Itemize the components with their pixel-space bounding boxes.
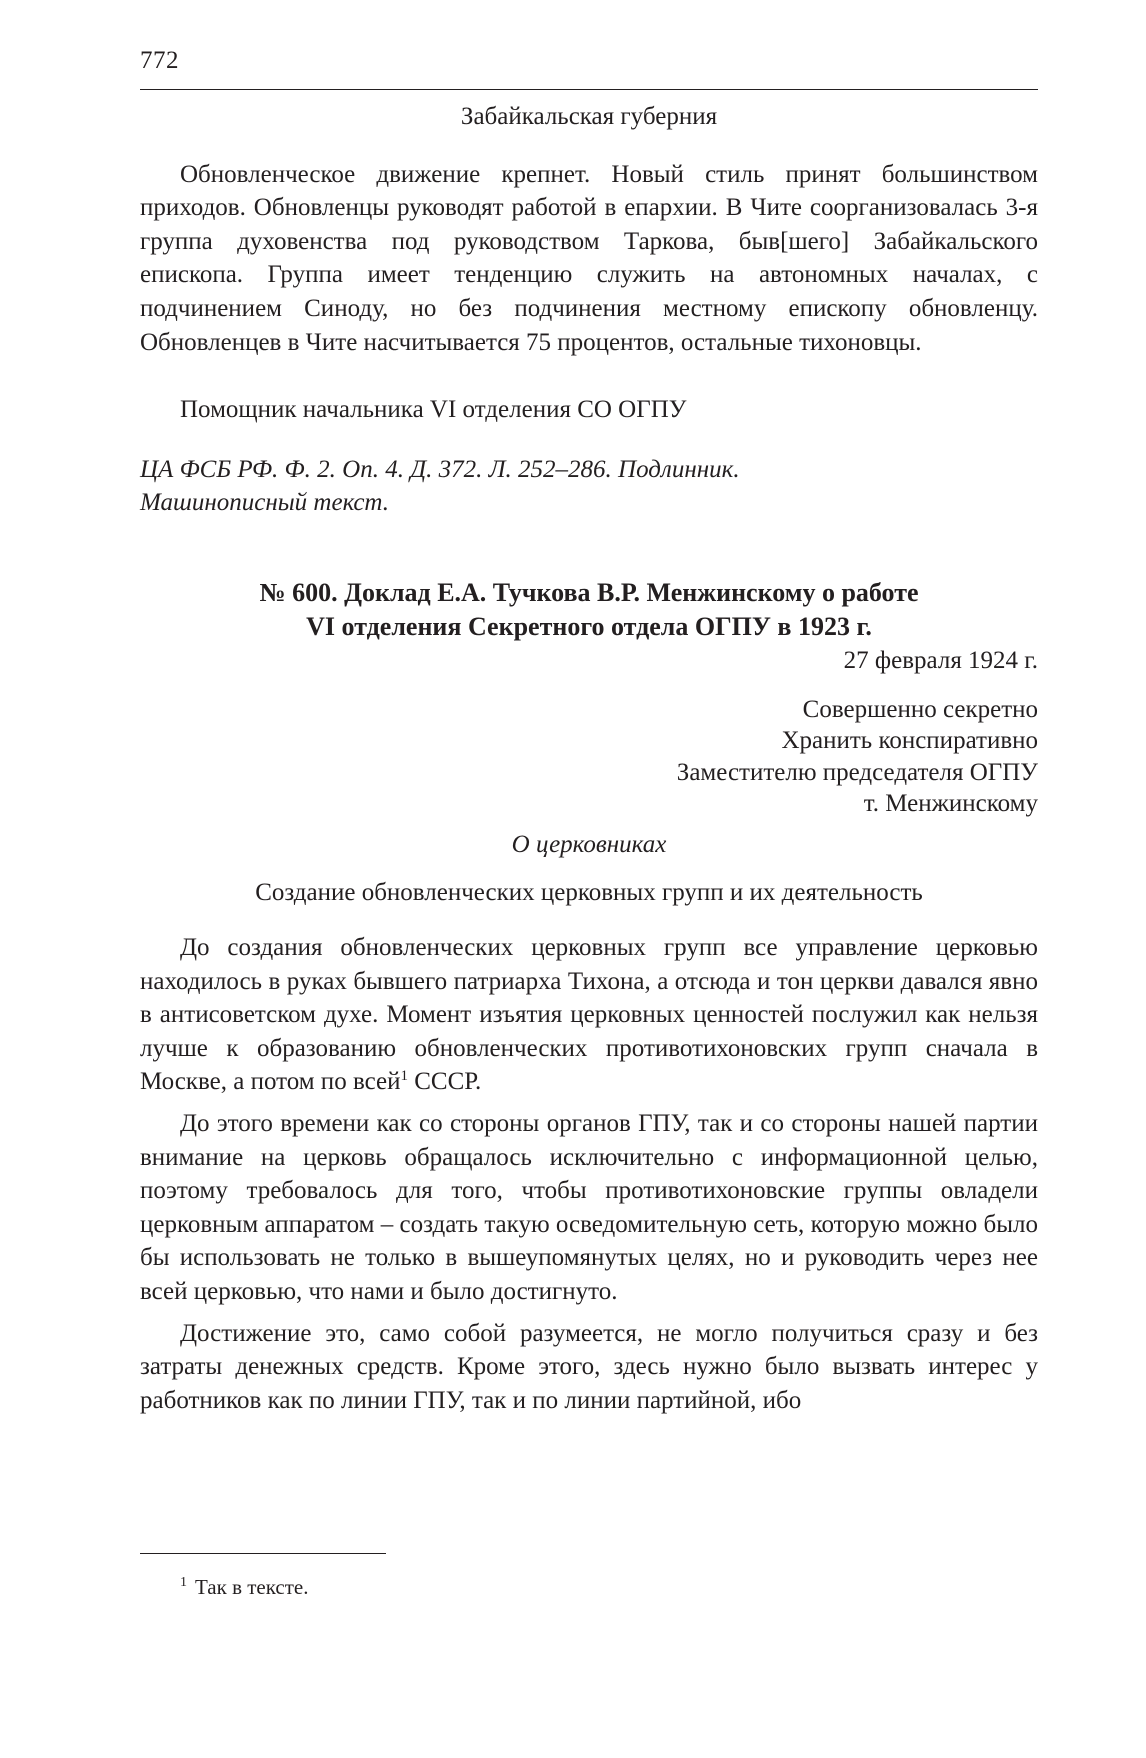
document-title <box>140 576 1038 644</box>
body-paragraph-3: Достижение это, само собой разумеется, не могло получиться сразу и без затраты денежных средств. Кроме этого, здесь нужно было вызвать интерес у работников как по линии ГПУ, так и по линии партийной, ибо <box>140 1319 1038 1414</box>
footnote <box>180 1573 309 1601</box>
addressee-name: т. Менжинскому <box>863 790 1038 818</box>
book-page <box>140 0 1038 1758</box>
body-paragraph-1-end: СССР. <box>414 1068 482 1096</box>
archive-source-line-1: ЦА ФСБ РФ. Ф. 2. Оп. 4. Д. 372. Л. 252–286. Подлинник. <box>140 455 740 483</box>
region-report-paragraph: Обновленческое движение крепнет. Новый стиль принят большинством приходов. Обновленцы руководят работой в епархии. В Чите соорганизовалась 3-я группа духовенства под руководством Таркова, быв[шего] Забайкальского епископа. Группа имеет тенденцию служить на автономных началах, с подчинением Синоду, но без подчинения местному епископу обновленцу. Обновленцев в Чите насчитывается 75 процентов, остальные тихоновцы. <box>140 160 1038 356</box>
confidentiality-stamp: Хранить конспиративно <box>781 727 1038 755</box>
page-number: 772 <box>140 47 179 74</box>
addressee-title: Заместителю председателя ОГПУ <box>676 758 1038 786</box>
document-title-line-2: VI отделения Секретного отдела ОГПУ в 1923 г. <box>306 611 872 641</box>
document-date: 27 февраля 1924 г. <box>843 646 1038 674</box>
region-title: Забайкальская губерния <box>460 103 718 130</box>
footnote-text: Так в тексте. <box>195 1575 309 1599</box>
body-paragraph-1-text: До создания обновленческих церковных групп все управление церковью находилось в руках бывшего патриарха Тихона, а отсюда и тон церкви давался явно в антисоветском духе. Момент изъятия церковных ценностей послужил как нельзя лучше к образованию обновленческих противотихоновских групп сначала в Москве, а потом по всей <box>140 934 1038 1096</box>
section-title: О церковниках <box>511 830 667 858</box>
footnote-reference[interactable]: 1 <box>400 1068 408 1085</box>
page-content <box>140 100 1038 1417</box>
footnote-mark: 1 <box>180 1575 187 1590</box>
document-title-line-1: № 600. Доклад Е.А. Тучкова В.Р. Менжинскому о работе <box>259 577 919 607</box>
document-addressee-block <box>140 694 1038 820</box>
archive-source <box>140 453 860 520</box>
footnote-rule <box>140 1553 386 1554</box>
subsection-title: Создание обновленческих церковных групп и их деятельность <box>255 878 923 906</box>
body-paragraph-2: До этого времени как со стороны органов ГПУ, так и со стороны нашей партии внимание на церковь обращалось исключительно с информационной целью, поэтому требовалось для того, чтобы противотихоновские группы овладели церковным аппаратом – создать такую осведомительную сеть, которую можно было бы использовать не только в вышеупомянутых целях, но и руководить через нее всей церковью, что нами и было достигнуто. <box>140 1110 1038 1306</box>
secrecy-stamp: Совершенно секретно <box>802 695 1038 723</box>
archive-source-line-2: Машинописный текст. <box>140 489 390 517</box>
signature-line: Помощник начальника VI отделения СО ОГПУ <box>180 396 687 424</box>
header-rule <box>140 89 1038 90</box>
body-paragraph-1 <box>140 931 1038 1099</box>
